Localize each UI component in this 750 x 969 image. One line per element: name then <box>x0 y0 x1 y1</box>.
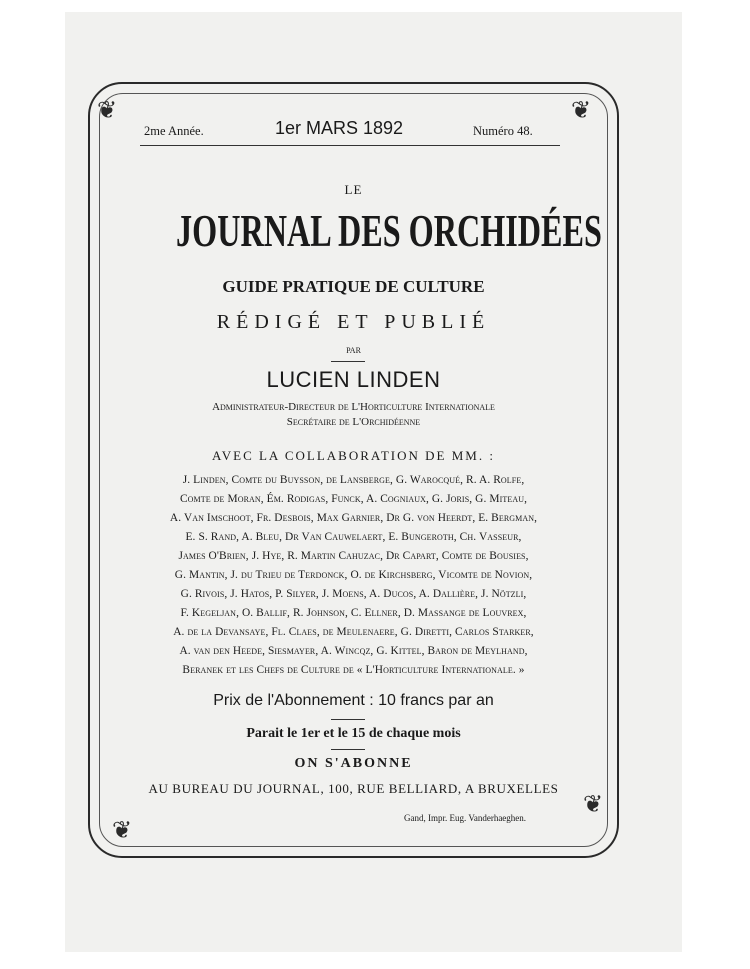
editor-role-2: Secrétaire de L'Orchidéenne <box>286 416 421 428</box>
redige-et-publie: RÉDIGÉ ET PUBLIÉ <box>216 311 491 333</box>
collaborator-line: G. Mantin, J. du Trieu de Terdonck, O. de Kirchsberg, Vicomte de Novion, <box>174 569 533 581</box>
journal-subtitle: GUIDE PRATIQUE DE CULTURE <box>222 277 485 296</box>
header-numero: Numéro 48. <box>473 124 533 138</box>
title-article: LE <box>344 182 363 197</box>
corner-ornament-icon: ❦ <box>582 792 604 818</box>
header-annee: 2me Année. <box>144 124 204 138</box>
journal-title: JOURNAL DES ORCHIDÉES <box>176 205 602 256</box>
collaborator-line: E. S. Rand, A. Bleu, Dr Van Cauwelaert, E. Bungeroth, Ch. Vasseur, <box>185 531 522 543</box>
editor-role-1: Administrateur-Directeur de L'Horticulture Internationale <box>212 401 495 413</box>
printer-imprint: Gand, Impr. Eug. Vanderhaeghen. <box>404 813 527 823</box>
short-rule <box>331 749 365 750</box>
collaborator-line: Beranek et les Chefs de Culture de « L'Horticulture Internationale. » <box>182 664 525 676</box>
short-rule <box>331 719 365 720</box>
collaborator-line: Comte de Moran, Ém. Rodigas, Funck, A. Cogniaux, G. Joris, G. Miteau, <box>179 493 528 505</box>
collaborator-line: A. van den Heede, Siesmayer, A. Wincqz, G. Kittel, Baron de Meylhand, <box>179 645 528 657</box>
collaborator-line: F. Kegeljan, O. Ballif, R. Johnson, C. Ellner, D. Massange de Louvrex, <box>180 607 527 619</box>
publication-schedule: Parait le 1er et le 15 de chaque mois <box>246 726 461 741</box>
collaborator-line: J. Linden, Comte du Buysson, de Lansberge, G. Warocqué, R. A. Rolfe, <box>182 474 525 486</box>
collaborator-line: A. de la Devansaye, Fl. Claes, de Meulenaere, G. Diretti, Carlos Starker, <box>173 626 534 638</box>
editor-name: LUCIEN LINDEN <box>266 367 441 392</box>
collaborator-line: A. Van Imschoot, Fr. Desbois, Max Garnier, Dr G. von Heerdt, E. Bergman, <box>169 512 538 524</box>
corner-ornament-icon: ❦ <box>111 818 133 844</box>
corner-ornament-icon: ❦ <box>96 98 118 124</box>
subscription-address: AU BUREAU DU JOURNAL, 100, RUE BELLIARD, A BRUXELLES <box>148 781 559 796</box>
collaborator-line: G. Rivois, J. Hatos, P. Silyer, J. Moens, A. Ducos, A. Dallière, J. Nötzli, <box>180 588 527 600</box>
collaboration-heading: AVEC LA COLLABORATION DE MM. : <box>212 448 495 463</box>
subscription-price: Prix de l'Abonnement : 10 francs par an <box>213 692 494 709</box>
on-sabonne: ON S'ABONNE <box>294 756 413 771</box>
header-rule <box>140 145 560 146</box>
short-rule <box>331 361 365 362</box>
header-date: 1er MARS 1892 <box>275 118 404 138</box>
corner-ornament-icon: ❦ <box>570 98 592 124</box>
collaborator-line: James O'Brien, J. Hye, R. Martin Cahuzac, Dr Capart, Comte de Bousies, <box>178 550 529 562</box>
par-label: PAR <box>346 346 361 355</box>
